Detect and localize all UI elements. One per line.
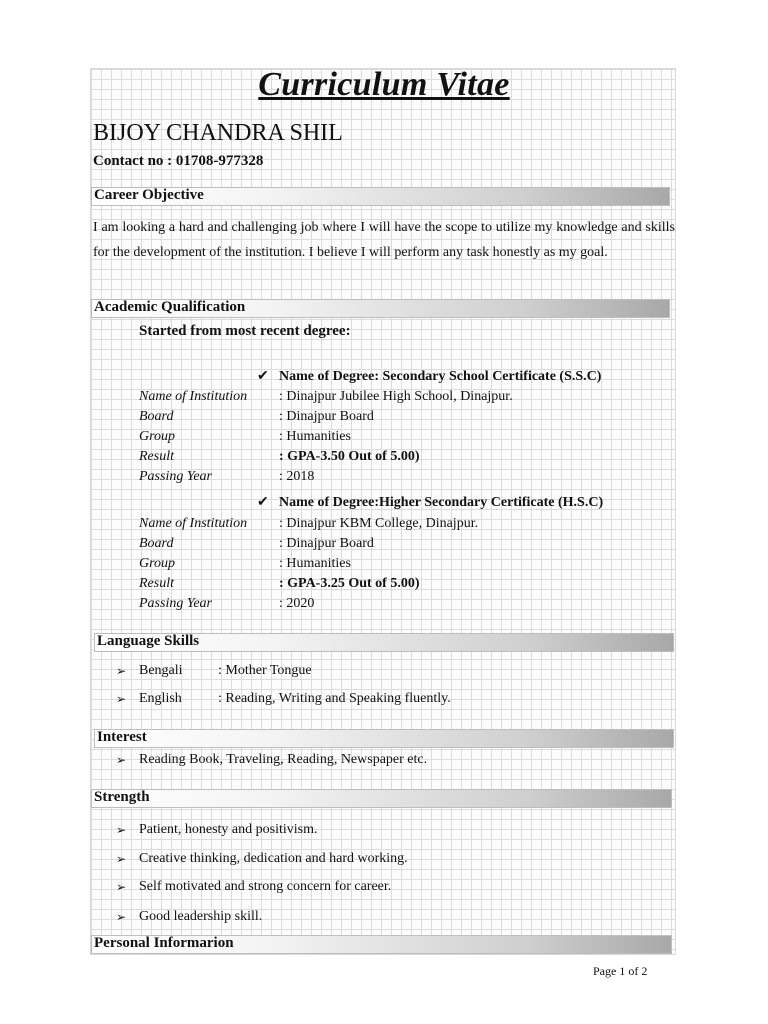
passing-year-label: Passing Year [139,469,213,484]
institution-value: : Dinajpur KBM College, Dinajpur. [279,516,479,531]
check-icon: ✔ [257,369,269,384]
career-objective-header [91,187,670,206]
strength-item: Good leadership skill. [139,909,263,924]
personal-header [91,935,672,954]
academic-heading: Academic Qualification [94,299,246,315]
passing-year-value: : 2018 [279,469,315,484]
institution-label: Name of Institution [139,516,248,531]
degree-title: Name of Degree:Higher Secondary Certificate (H.S.C) [279,495,604,510]
arrow-bullet-icon: ➢ [116,664,127,678]
strength-header [91,789,672,808]
result-label: Result [139,576,174,591]
group-value: : Humanities [279,556,351,571]
language-name: Bengali [139,663,183,678]
arrow-bullet-icon: ➢ [116,753,127,767]
group-label: Group [139,429,176,444]
arrow-bullet-icon: ➢ [116,880,127,894]
arrow-bullet-icon: ➢ [116,910,127,924]
interest-header [94,729,674,748]
academic-header [91,299,670,318]
language-heading: Language Skills [97,633,200,649]
arrow-bullet-icon: ➢ [116,692,127,706]
career-objective-text: I am looking a hard and challenging job where I will have the scope to utilize my knowledge and skills for the development of the institution. I believe I will perform any task honestly as my goal. [93,220,675,260]
candidate-name: BIJOY CHANDRA SHIL [93,120,343,146]
academic-intro: Started from most recent degree: [139,323,351,339]
interest-item: Reading Book, Traveling, Reading, Newspaper etc. [139,752,428,767]
language-level: : Mother Tongue [218,663,312,678]
result-value: : GPA-3.25 Out of 5.00) [279,576,420,591]
strength-heading: Strength [94,789,150,805]
result-value: : GPA-3.50 Out of 5.00) [279,449,420,464]
arrow-bullet-icon: ➢ [116,823,127,837]
passing-year-label: Passing Year [139,596,213,611]
interest-heading: Interest [97,729,147,745]
board-label: Board [139,536,174,551]
language-header [94,633,674,652]
passing-year-value: : 2020 [279,596,315,611]
strength-item: Creative thinking, dedication and hard working. [139,851,408,866]
document-title: Curriculum Vitae [258,66,510,103]
strength-item: Self motivated and strong concern for career. [139,879,392,894]
result-label: Result [139,449,174,464]
language-name: English [139,691,182,706]
personal-heading: Personal Informarion [94,935,234,951]
degree-title: Name of Degree: Secondary School Certificate (S.S.C) [279,369,602,384]
arrow-bullet-icon: ➢ [116,852,127,866]
group-value: : Humanities [279,429,351,444]
board-label: Board [139,409,174,424]
group-label: Group [139,556,176,571]
check-icon: ✔ [257,495,269,510]
institution-label: Name of Institution [139,389,248,404]
page-number: Page 1 of 2 [593,964,648,978]
career-objective-heading: Career Objective [94,187,204,203]
language-level: : Reading, Writing and Speaking fluently. [218,691,451,706]
institution-value: : Dinajpur Jubilee High School, Dinajpur. [279,389,513,404]
strength-item: Patient, honesty and positivism. [139,822,318,837]
board-value: : Dinajpur Board [279,409,374,424]
board-value: : Dinajpur Board [279,536,374,551]
contact-number: Contact no : 01708-977328 [93,153,264,169]
